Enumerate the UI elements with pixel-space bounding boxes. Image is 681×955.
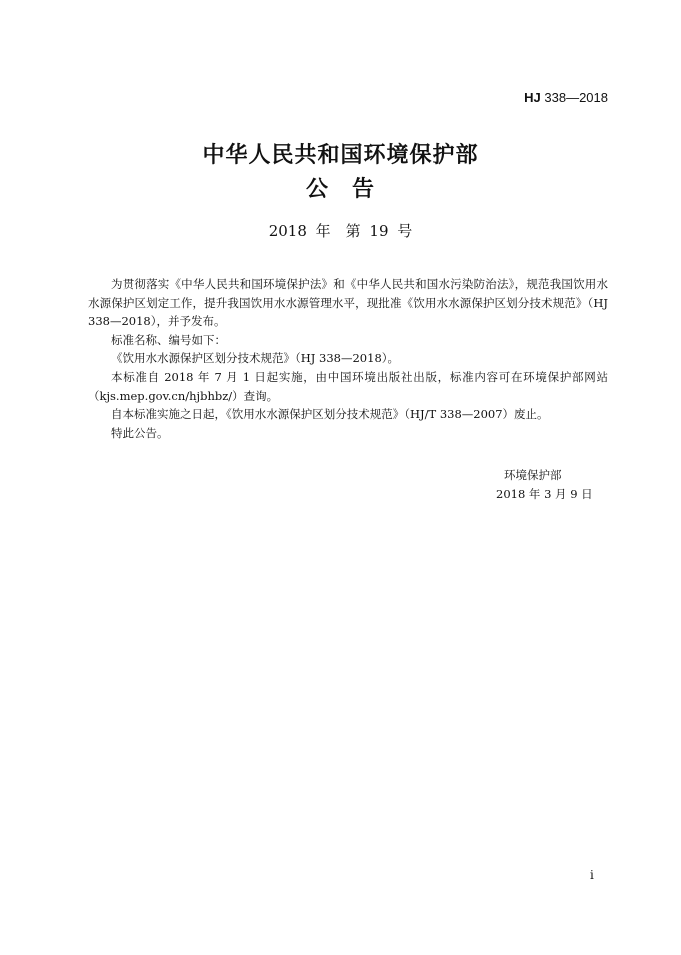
paragraph-purpose: 为贯彻落实《中华人民共和国环境保护法》和《中华人民共和国水污染防治法》，规范我国饮用水水源保护区划定工作，提升我国饮用水水源管理水平，现批准《饮用水水源保护区划分技术规范》（HJ 338—2018），并予发布。: [88, 277, 608, 329]
standard-code-prefix: HJ: [524, 90, 541, 105]
standard-code: [524, 90, 608, 105]
signing-date: 2018 年 3 月 9 日: [496, 486, 593, 501]
standard-code-number: 338—2018: [540, 90, 608, 105]
paragraph-repeal: 自本标准实施之日起，《饮用水水源保护区划分技术规范》（HJ/T 338—2007）废止。: [111, 407, 549, 422]
paragraph-standard-list-intro: 标准名称、编号如下：: [111, 332, 226, 347]
announcement-body: [88, 275, 608, 442]
issuer-title: 中华人民共和国环境保护部: [202, 143, 479, 168]
signature-block: [480, 466, 600, 503]
page-number: i: [590, 868, 594, 882]
paragraph-closing: 特此公告。: [111, 425, 169, 440]
document-type-title: 公 告: [305, 177, 375, 202]
paragraph-standard-name: 《饮用水水源保护区划分技术规范》（HJ 338—2018）。: [111, 351, 400, 366]
paragraph-effective-date: 本标准自 2018 年 7 月 1 日起实施，由中国环境出版社出版，标准内容可在环境保护部网站（kjs.mep.gov.cn/hjbhbz/）查询。: [88, 369, 608, 403]
announcement-number: 2018 年 第 19 号: [268, 222, 413, 240]
signing-department: 环境保护部: [504, 468, 562, 482]
